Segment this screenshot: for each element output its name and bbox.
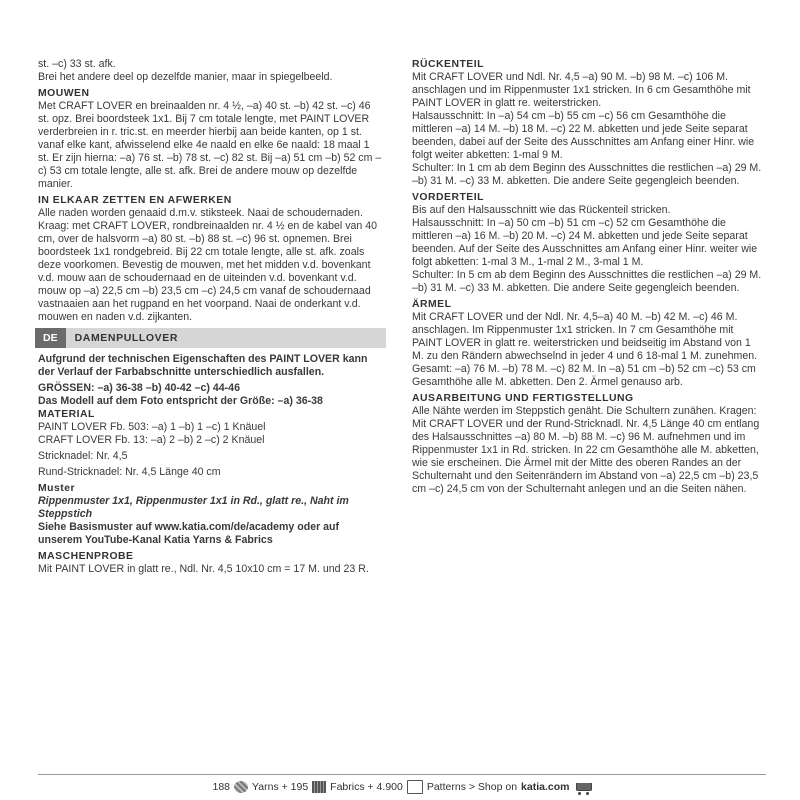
fabrics-label: Fabrics + 4.900 bbox=[330, 781, 403, 793]
section-title: DAMENPULLOVER bbox=[74, 331, 179, 344]
aermel-text: Mit CRAFT LOVER und der Ndl. Nr. 4,5–a) 40 M. –b) 42 M. –c) 46 M. anschlagen. Im Rippenmuster 1x1 stricken. In 7 cm Gesamthöhe mit PAINT LOVER in glatt re. weiterstricken und beidseitig im Abstand von 1 M. zu den Rändern abwechselnd in jeder 4 und 6 18-mal 1 M. zunehmen. Gesamt: –a) 76 M. –b) 78 M. –c) 82 M. In –a) 51 cm –b) 52 cm –c) 53 cm Gesamthöhe alle M. abketten. Den 2. Ärmel genauso arb. bbox=[412, 311, 758, 388]
mouwen-text: Met CRAFT LOVER en breinaalden nr. 4 ½, –a) 40 st. –b) 42 st. –c) 46 st. opz. Brei boordsteek 1x1. Bij 7 cm totale lengte, met PAINT LOVER verderbreien in r. tric.st. en meerder hierbij aan beide kanten, op 1 st. vanaf elke kant, afwisselend elke 4e naald en elke 6e naald: 18 maal 1 st. Er zijn hierna: –a) 76 st. –b) 78 st. –c) 82 st. Bij –a) 51 cm –b) 52 cm –c) 53 cm totale lengte, alle st. afk. Brei de andere mouw op dezelfde manier. bbox=[38, 100, 382, 190]
probe-heading: MASCHENPROBE bbox=[38, 551, 134, 562]
yarn-ball-icon bbox=[234, 781, 248, 793]
intro-line-1: st. –c) 33 st. afk. bbox=[38, 58, 116, 70]
rueck-schulter-text: Schulter: In 1 cm ab dem Beginn des Ausschnittes die restlichen –a) 29 M. –b) 31 M. –c) 33 M. abketten. Die andere Seite gegengleich beenden. bbox=[412, 162, 762, 187]
notice-text: Aufgrund der technischen Eigenschaften des PAINT LOVER kann der Verlauf der Farbabschnitte unterschiedlich ausfallen. bbox=[38, 353, 368, 378]
site-link[interactable]: katia.com bbox=[521, 781, 570, 793]
right-column bbox=[412, 58, 764, 496]
basis-text: Siehe Basismuster auf www.katia.com/de/academy oder auf unserem YouTube-Kanal Katia Yarns & Fabrics bbox=[38, 521, 340, 546]
pattern-icon bbox=[407, 780, 423, 794]
muster-text: Rippenmuster 1x1, Rippenmuster 1x1 in Rd., glatt re., Naht im Steppstich bbox=[38, 495, 349, 520]
rueck-hals-text: Halsausschnitt: In –a) 54 cm –b) 55 cm –c) 56 cm Gesamthöhe die mittleren –a) 14 M. –b) 18 M. –c) 22 M. abketten und jede Seite separat beenden, dabei auf der Seite des Ausschnittes am Anfang einer Hinr. wie folgt weiter abketten: 1-mal 9 M. bbox=[412, 110, 755, 161]
shopping-cart-icon[interactable] bbox=[574, 781, 588, 793]
section-banner bbox=[35, 328, 386, 348]
footer-divider bbox=[38, 774, 766, 775]
material-line-2: CRAFT LOVER Fb. 13: –a) 2 –b) 2 –c) 2 Knäuel bbox=[38, 434, 265, 446]
mouwen-heading: MOUWEN bbox=[38, 88, 90, 99]
patterns-label: Patterns > Shop on bbox=[426, 781, 518, 793]
yarns-label: Yarns + 195 bbox=[252, 781, 309, 793]
yarns-count: 188 bbox=[212, 781, 231, 793]
ausarb-text: Alle Nähte werden im Steppstich genäht. Die Schultern zunähen. Kragen: Mit CRAFT LOVER und der Rund-Stricknadl. Nr. 4,5 Länge 40 cm entlang des Halsausschnittes –a) 80 M. –b) 88 M. –c) 96 M. aufnehmen und im Rippenmuster 1x1 in Rd. stricken. In 22 cm Gesamthöhe alle M. abketten, wie sie erscheinen. Die Ärmel mit der Mitte des oberen Randes an der Schulternaht und den Seitenrändern im Abstand von –a) 22,5 cm –b) 23,5 cm –c) 24,5 cm von der Schulternaht anlegen und an die Seiten nähen. bbox=[412, 405, 760, 495]
footer bbox=[0, 776, 800, 798]
aermel-heading: ÄRMEL bbox=[412, 299, 452, 310]
rueck-heading: RÜCKENTEIL bbox=[412, 59, 484, 70]
vorder-schulter-text: Schulter: In 5 cm ab dem Beginn des Ausschnittes die restlichen –a) 29 M. –b) 31 M. –c) 33 M. abketten. Die andere Seite gegengleich beenden. bbox=[412, 269, 762, 294]
rueck-text: Mit CRAFT LOVER und Ndl. Nr. 4,5 –a) 90 M. –b) 98 M. –c) 106 M. anschlagen und im Rippenmuster 1x1 stricken. In 6 cm Gesamthöhe mit PAINT LOVER in glatt re. weiterstricken. bbox=[412, 71, 751, 109]
language-code: DE bbox=[35, 328, 66, 348]
material-line-1: PAINT LOVER Fb. 503: –a) 1 –b) 1 –c) 1 Knäuel bbox=[38, 421, 266, 433]
intro-line-2: Brei het andere deel op dezelfde manier, maar in spiegelbeeld. bbox=[38, 71, 333, 83]
zetten-text: Alle naden worden genaaid d.m.v. stiksteek. Naai de schoudernaden. Kraag: met CRAFT LOVER, rondbreinaalden nr. 4 ½ en de kabel van 40 cm, over de halsvorm –a) 80 st. –b) 88 st. –c) 96 st. opnemen. Brei boordsteek 1x1 rondgebreid. Bij 22 cm totale lengte, alle st. afk. zoals deze voorkomen. Bevestig de mouwen, met het midden v.d. bovenkant v.d. mouw aan de schoudernaad en de uiteinden v.d. bovenkant v.d. mouw op –a) 22,5 cm –b) 23,5 cm –c) 24,5 cm vanaf de schoudernaad vastnaaien aan het rugpand en het voorpand. Naai de onderkant v.d. mouwen en naden v.d. zijkanten. bbox=[38, 207, 377, 323]
material-heading: MATERIAL bbox=[38, 409, 95, 420]
vorder-heading: VORDERTEIL bbox=[412, 192, 484, 203]
modell-text: Das Modell auf dem Foto entspricht der Größe: –a) 36-38 bbox=[38, 395, 323, 407]
zetten-heading: IN ELKAAR ZETTEN EN AFWERKEN bbox=[38, 195, 232, 206]
left-column bbox=[38, 58, 383, 576]
vorder-text: Bis auf den Halsausschnitt wie das Rückenteil stricken. bbox=[412, 204, 671, 216]
probe-text: Mit PAINT LOVER in glatt re., Ndl. Nr. 4,5 10x10 cm = 17 M. und 23 R. bbox=[38, 563, 369, 575]
muster-heading: Muster bbox=[38, 483, 76, 494]
vorder-hals-text: Halsausschnitt: In –a) 50 cm –b) 51 cm –c) 52 cm Gesamthöhe die mittleren –a) 16 M. –b) 20 M. –c) 24 M. abketten und jede Seite separat beenden. Auf der Seite des Ausschnittes am Anfang einer Hinr. weiter wie folgt abketten: 1-mal 3 M., 1-mal 2 M., 3-mal 1 M. bbox=[412, 217, 758, 268]
ausarb-heading: AUSARBEITUNG UND FERTIGSTELLUNG bbox=[412, 393, 634, 404]
rund-text: Rund-Stricknadel: Nr. 4,5 Länge 40 cm bbox=[38, 466, 221, 478]
fabric-icon bbox=[312, 781, 326, 793]
groessen-text: GRÖSSEN: –a) 36-38 –b) 40-42 –c) 44-46 bbox=[38, 382, 240, 394]
stricknadel-text: Stricknadel: Nr. 4,5 bbox=[38, 450, 128, 462]
